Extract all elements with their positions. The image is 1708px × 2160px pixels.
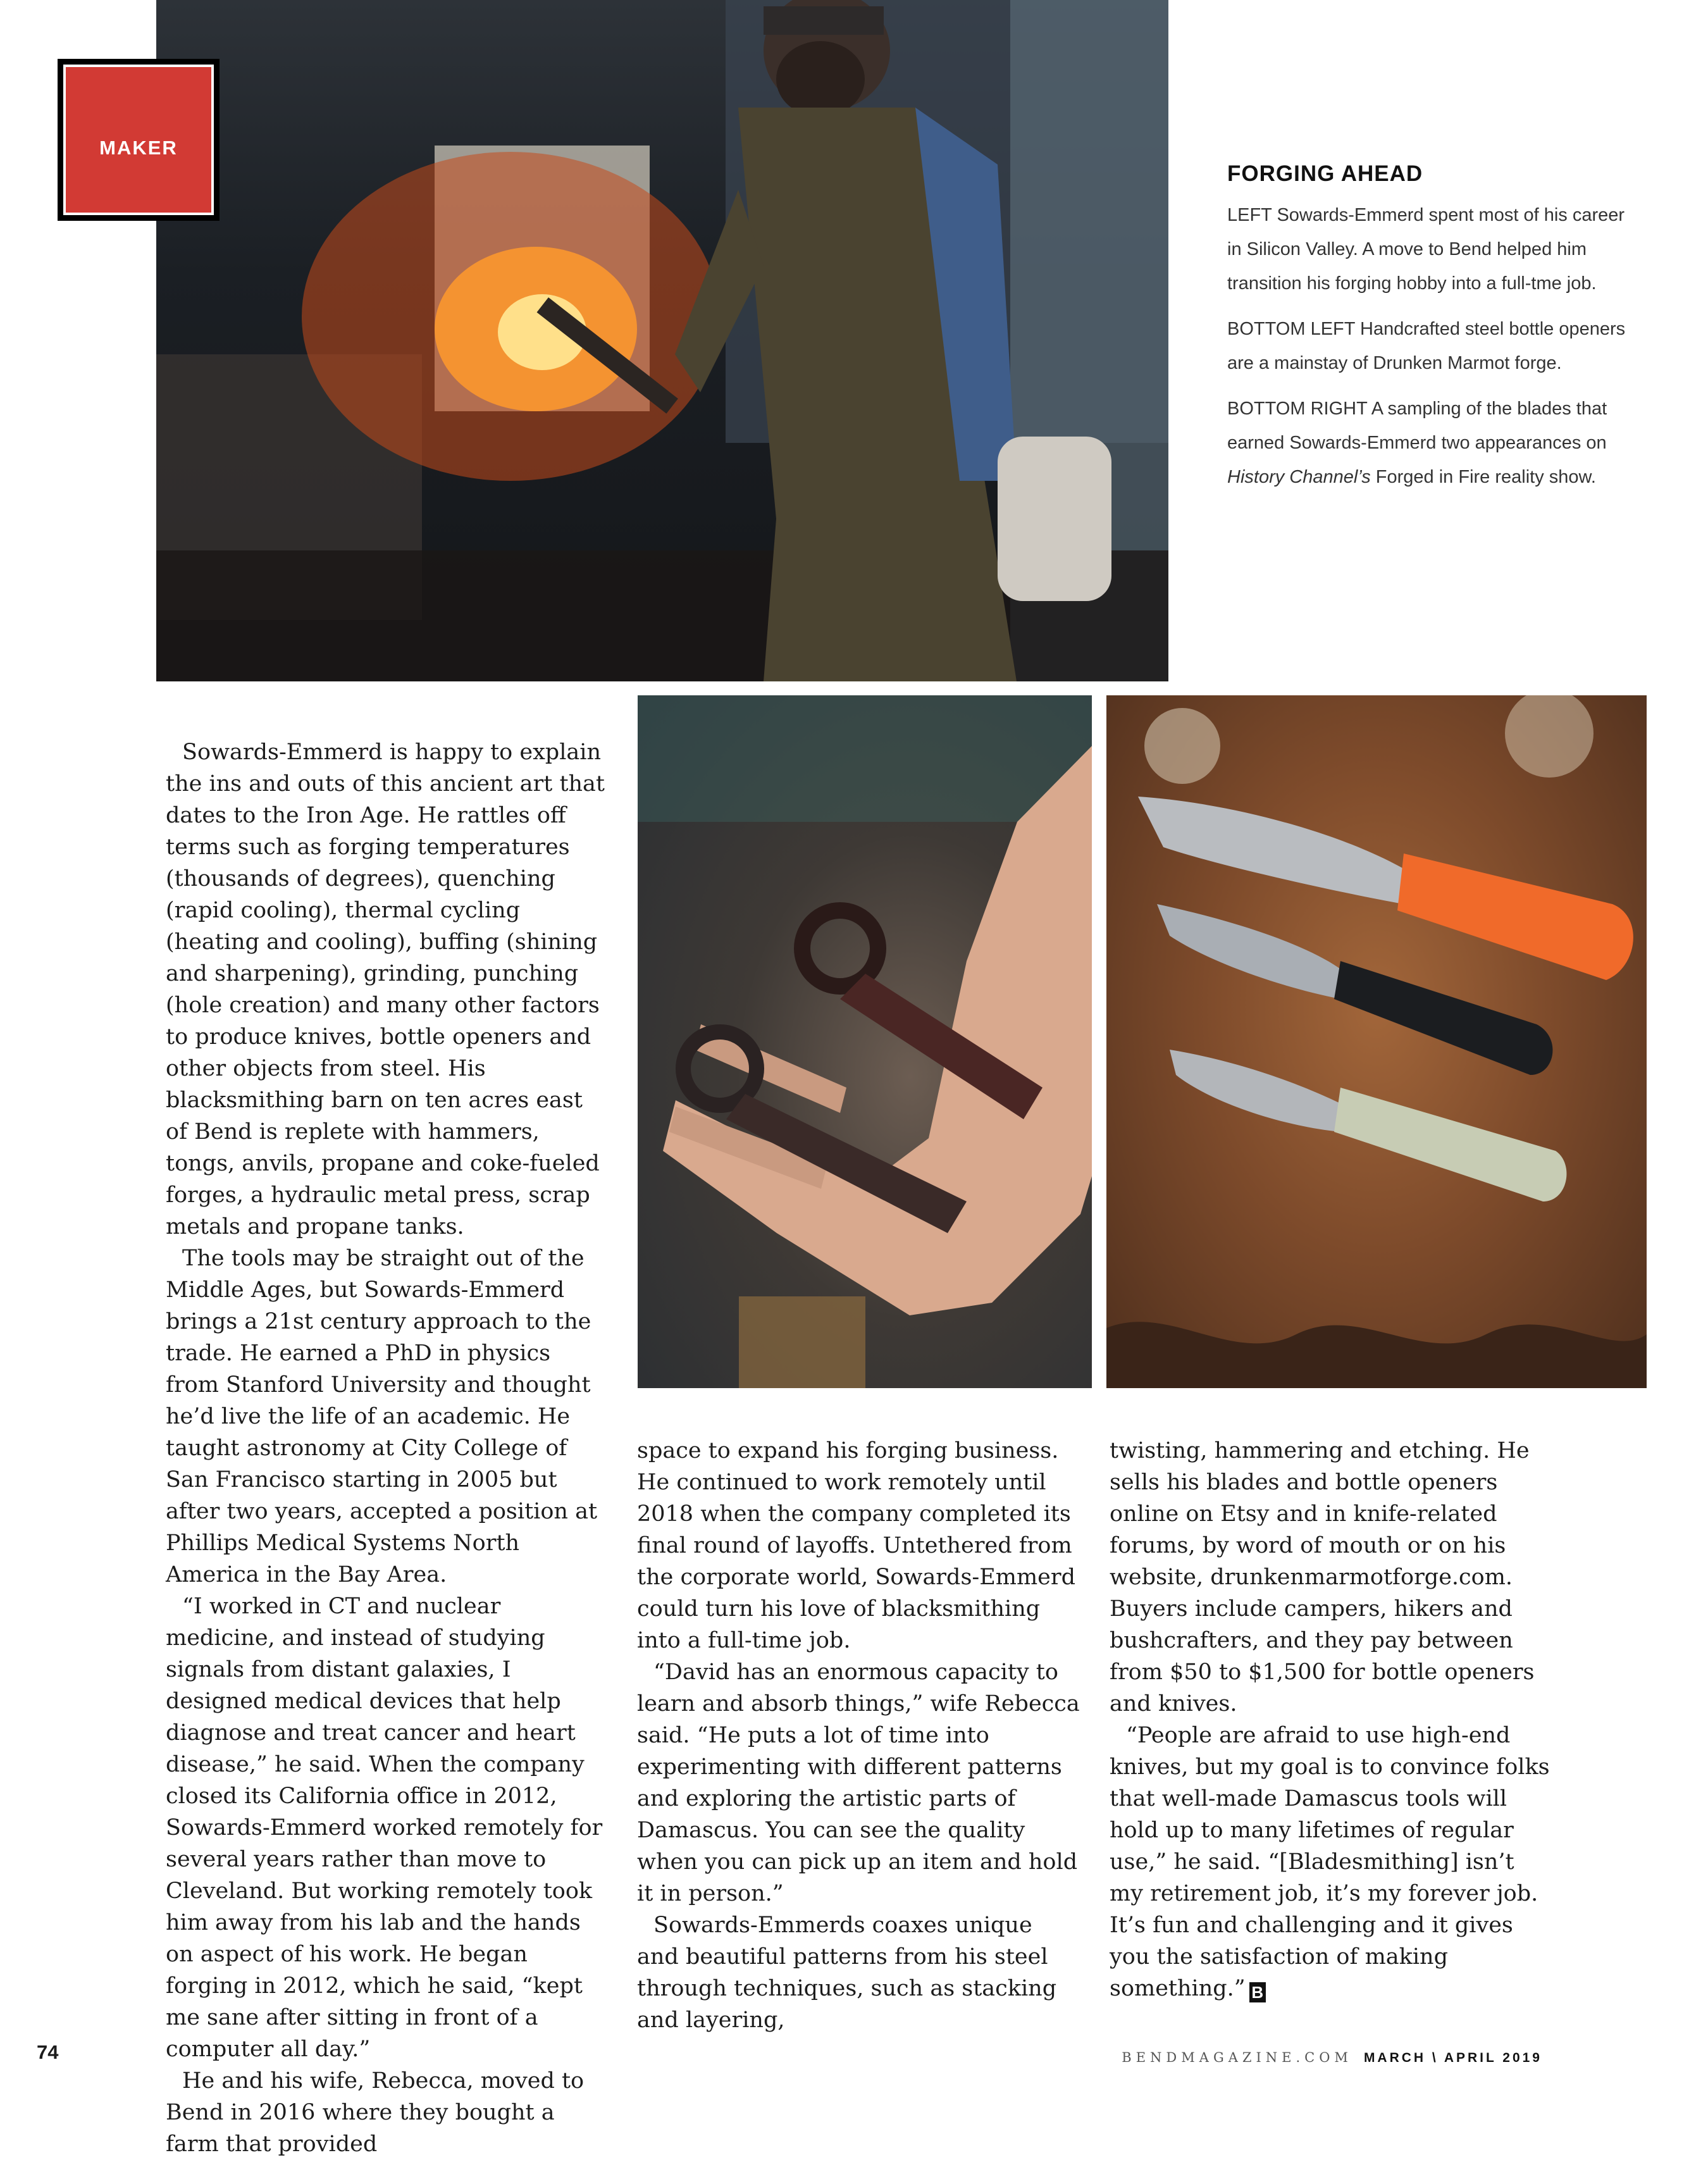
article-column-3: [1110, 1435, 1552, 2004]
article-paragraph-text: “People are afraid to use high-end knives, but my goal is to convince folks that well-made Damascus tools will hold up to many lifetimes of regular use,” he said. “[Bladesmithing] isn’t my retirement job, it’s my forever job. It’s fun and challenging and it gives you the satisfaction of making something.”: [1110, 1723, 1550, 2001]
photo-caption: [1227, 161, 1632, 506]
caption-bottom-left: [1227, 312, 1632, 380]
article-paragraph: space to expand his forging business. He continued to work remotely until 2018 when the company completed its final round of layoffs. Untethered from the corporate world, Sowards-Emmerd could turn his love of blacksmithing into a full-time job.: [637, 1438, 1076, 1653]
page-footer: [1122, 2050, 1542, 2066]
article-paragraph: The tools may be straight out of the Middle Ages, but Sowards-Emmerd brings a 21st century approach to the trade. He earned a PhD in physics from Stanford University and thought he’d live the life of an academic. He taught astronomy at City College of San Francisco starting in 2005 but after two years, accepted a position at Phillips Medical Systems North America in the Bay Area.: [166, 1246, 598, 1587]
article-paragraph: He and his wife, Rebecca, moved to Bend in 2016 where they bought a farm that provided: [166, 2068, 585, 2157]
bottle-openers-photo: [638, 695, 1092, 1388]
caption-bottom-left-label: BOTTOM LEFT: [1227, 319, 1355, 339]
forge-photo: [156, 0, 1168, 681]
article-paragraph: Sowards-Emmerd is happy to explain the ins and outs of this ancient art that dates to the Iron Age. He rattles off terms such as forging temperatures (thousands of degrees), quenching (rapid cooling), thermal cycling (heating and cooling), buffing (shining and sharpening), grinding, punching (hole creation) and many other factors to produce knives, bottle openers and other objects from steel. His blacksmithing barn on ten acres east of Bend is replete with hammers, tongs, anvils, propane and coke-fueled forges, a hydraulic metal press, scrap metals and propane tanks.: [166, 740, 605, 1239]
caption-bottom-right-text-after: Forged in Fire reality show.: [1370, 467, 1596, 487]
article-paragraph: “David has an enormous capacity to learn and absorb things,” wife Rebecca said. “He puts a lot of time into experimenting with different patterns and exploring the artistic parts of Damascus. You can see the quality when you can pick up an item and hold it in person.”: [637, 1660, 1080, 1906]
section-badge: [58, 59, 220, 221]
article-paragraph: twisting, hammering and etching. He sells his blades and bottle openers online on Etsy and in knife-related forums, by word of mouth or on his website, drunkenmarmotforge.com. Buyers include campers, hikers and bushcrafters, and they pay between from $50 to $1,500 for bottle openers and knives.: [1110, 1438, 1535, 1716]
article-paragraph: Sowards-Emmerds coaxes unique and beautiful patterns from his steel through techniques, such as stacking and layering,: [637, 1913, 1057, 2033]
article-column-2: [637, 1435, 1080, 2036]
article-paragraph: [1110, 1720, 1552, 2004]
caption-bottom-right: [1227, 392, 1632, 494]
caption-left: [1227, 198, 1632, 301]
footer-issue: MARCH \ APRIL 2019: [1363, 2051, 1542, 2065]
page-number: 74: [37, 2041, 59, 2063]
section-badge-label: MAKER: [99, 137, 178, 159]
caption-left-label: LEFT: [1227, 205, 1272, 225]
end-mark-icon: B: [1249, 1982, 1266, 2002]
caption-left-text: Sowards-Emmerd spent most of his career in Silicon Valley. A move to Bend helped him transition his forging hobby into a full-tme job.: [1227, 205, 1625, 294]
footer-site: BENDMAGAZINE.COM: [1122, 2050, 1352, 2065]
caption-bottom-right-italic: History Channel’s: [1227, 467, 1371, 487]
caption-bottom-right-label: BOTTOM RIGHT: [1227, 399, 1368, 419]
knives-photo: [1106, 695, 1647, 1388]
caption-bottom-right-text-before: A sampling of the blades that earned Sowards-Emmerd two appearances on: [1227, 399, 1607, 453]
caption-bottom-left-text: Handcrafted steel bottle openers are a mainstay of Drunken Marmot forge.: [1227, 319, 1626, 373]
caption-title: FORGING AHEAD: [1227, 161, 1423, 186]
article-column-1: [166, 736, 609, 2160]
article-paragraph: “I worked in CT and nuclear medicine, and instead of studying signals from distant galaxies, I designed medical devices that help diagnose and treat cancer and heart disease,” he said. When the company closed its California office in 2012, Sowards-Emmerd worked remotely for several years rather than move to Cleveland. But working remotely took him away from his lab and the hands on aspect of his work. He began forging in 2012, which he said, “kept me sane after sitting in front of a computer all day.”: [166, 1594, 603, 2062]
